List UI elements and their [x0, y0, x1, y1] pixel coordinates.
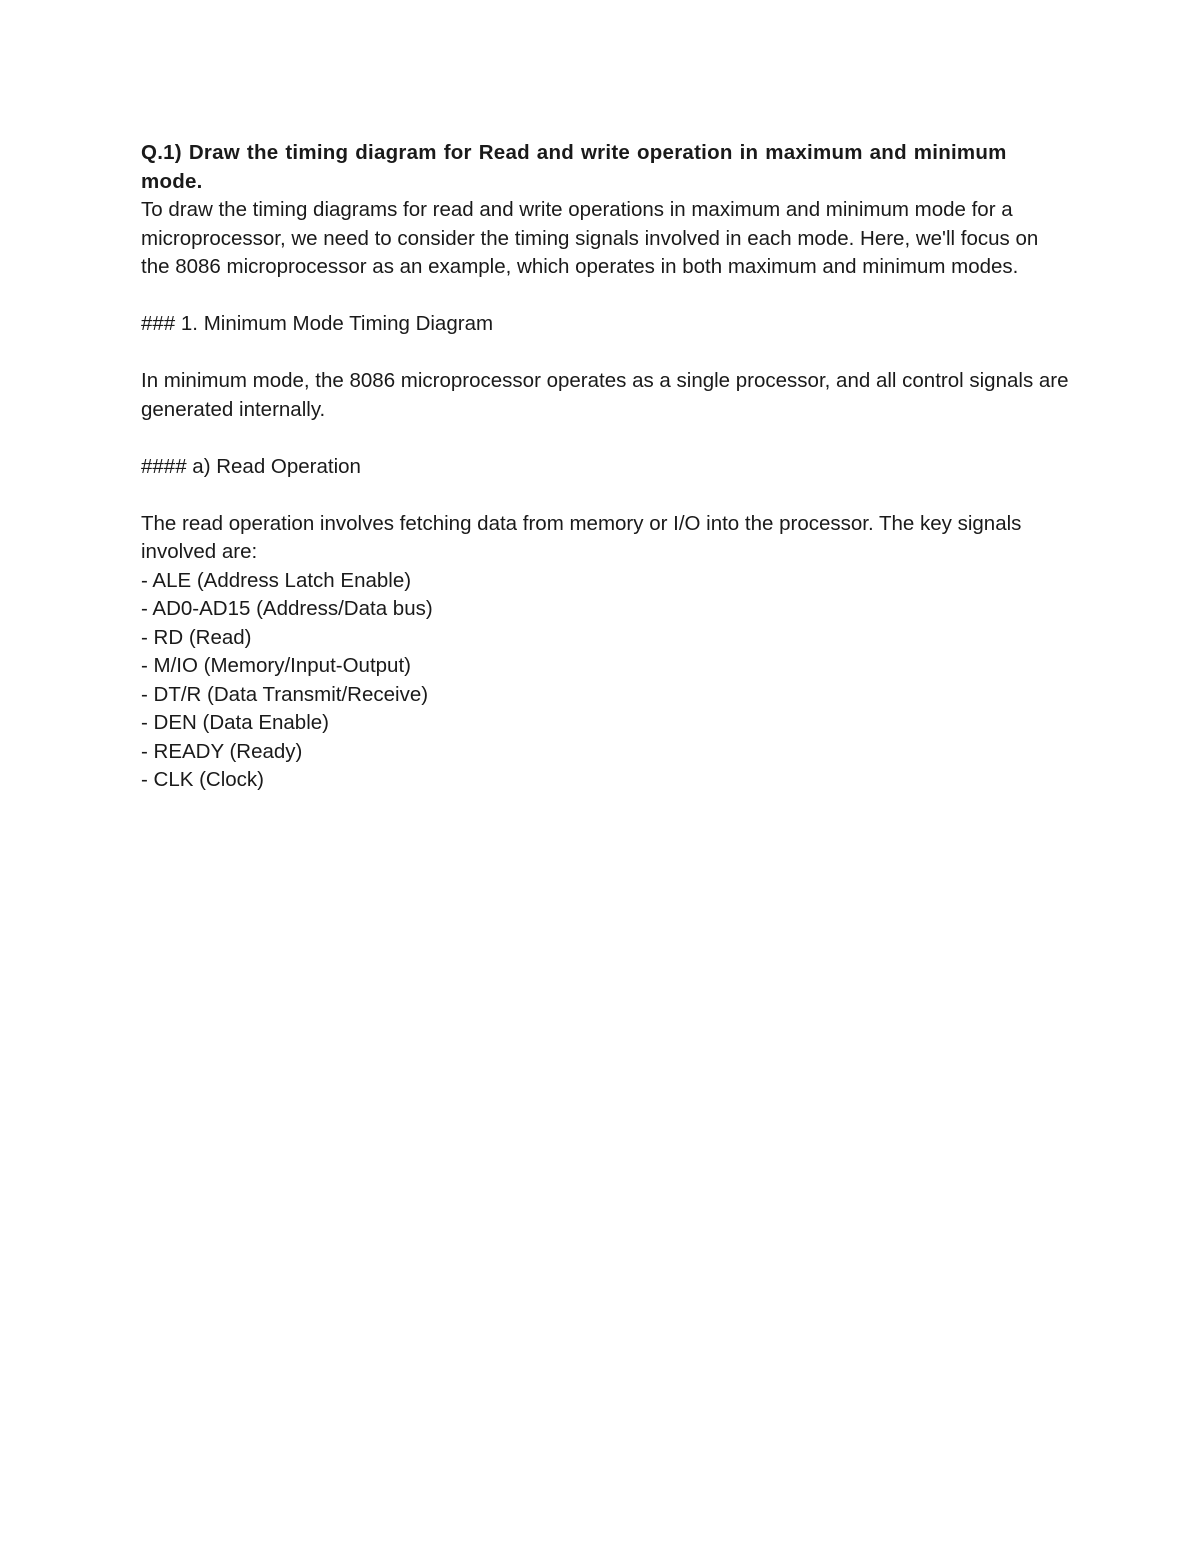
- document-body: [141, 139, 1071, 795]
- signal-item: - DEN (Data Enable): [141, 711, 329, 734]
- signal-item: - M/IO (Memory/Input-Output): [141, 654, 411, 677]
- subsection-paragraph: The read operation involves fetching data from memory or I/O into the processor. The key signals involved are:: [141, 511, 1022, 563]
- paragraph-spacer: [141, 339, 1071, 368]
- paragraph-spacer: [141, 481, 1071, 510]
- signal-list: [141, 567, 1071, 795]
- signal-item: - AD0-AD15 (Address/Data bus): [141, 597, 433, 620]
- signal-item: - RD (Read): [141, 625, 252, 649]
- intro-paragraph: To draw the timing diagrams for read and write operations in maximum and minimum mode for a microprocessor, we need to consider the timing signals involved in each mode. Here, we'll focus on the 8086 microprocessor as an example, which operates in both maximum and minimum modes.: [141, 198, 1039, 278]
- paragraph-spacer: [141, 424, 1071, 453]
- paragraph-spacer: [141, 282, 1071, 311]
- question-title: Q.1) Draw the timing diagram for Read and write operation in maximum and minimum mode.: [141, 141, 1007, 193]
- signal-item: - ALE (Address Latch Enable): [141, 568, 412, 592]
- signal-item: - CLK (Clock): [141, 768, 265, 791]
- signal-item: - DT/R (Data Transmit/Receive): [141, 682, 429, 706]
- section-heading: ### 1. Minimum Mode Timing Diagram: [141, 312, 494, 335]
- signal-item: - READY (Ready): [141, 739, 303, 763]
- section-paragraph: In minimum mode, the 8086 microprocessor operates as a single processor, and all control signals are generated internally.: [141, 369, 1069, 421]
- subsection-heading: #### a) Read Operation: [141, 454, 361, 478]
